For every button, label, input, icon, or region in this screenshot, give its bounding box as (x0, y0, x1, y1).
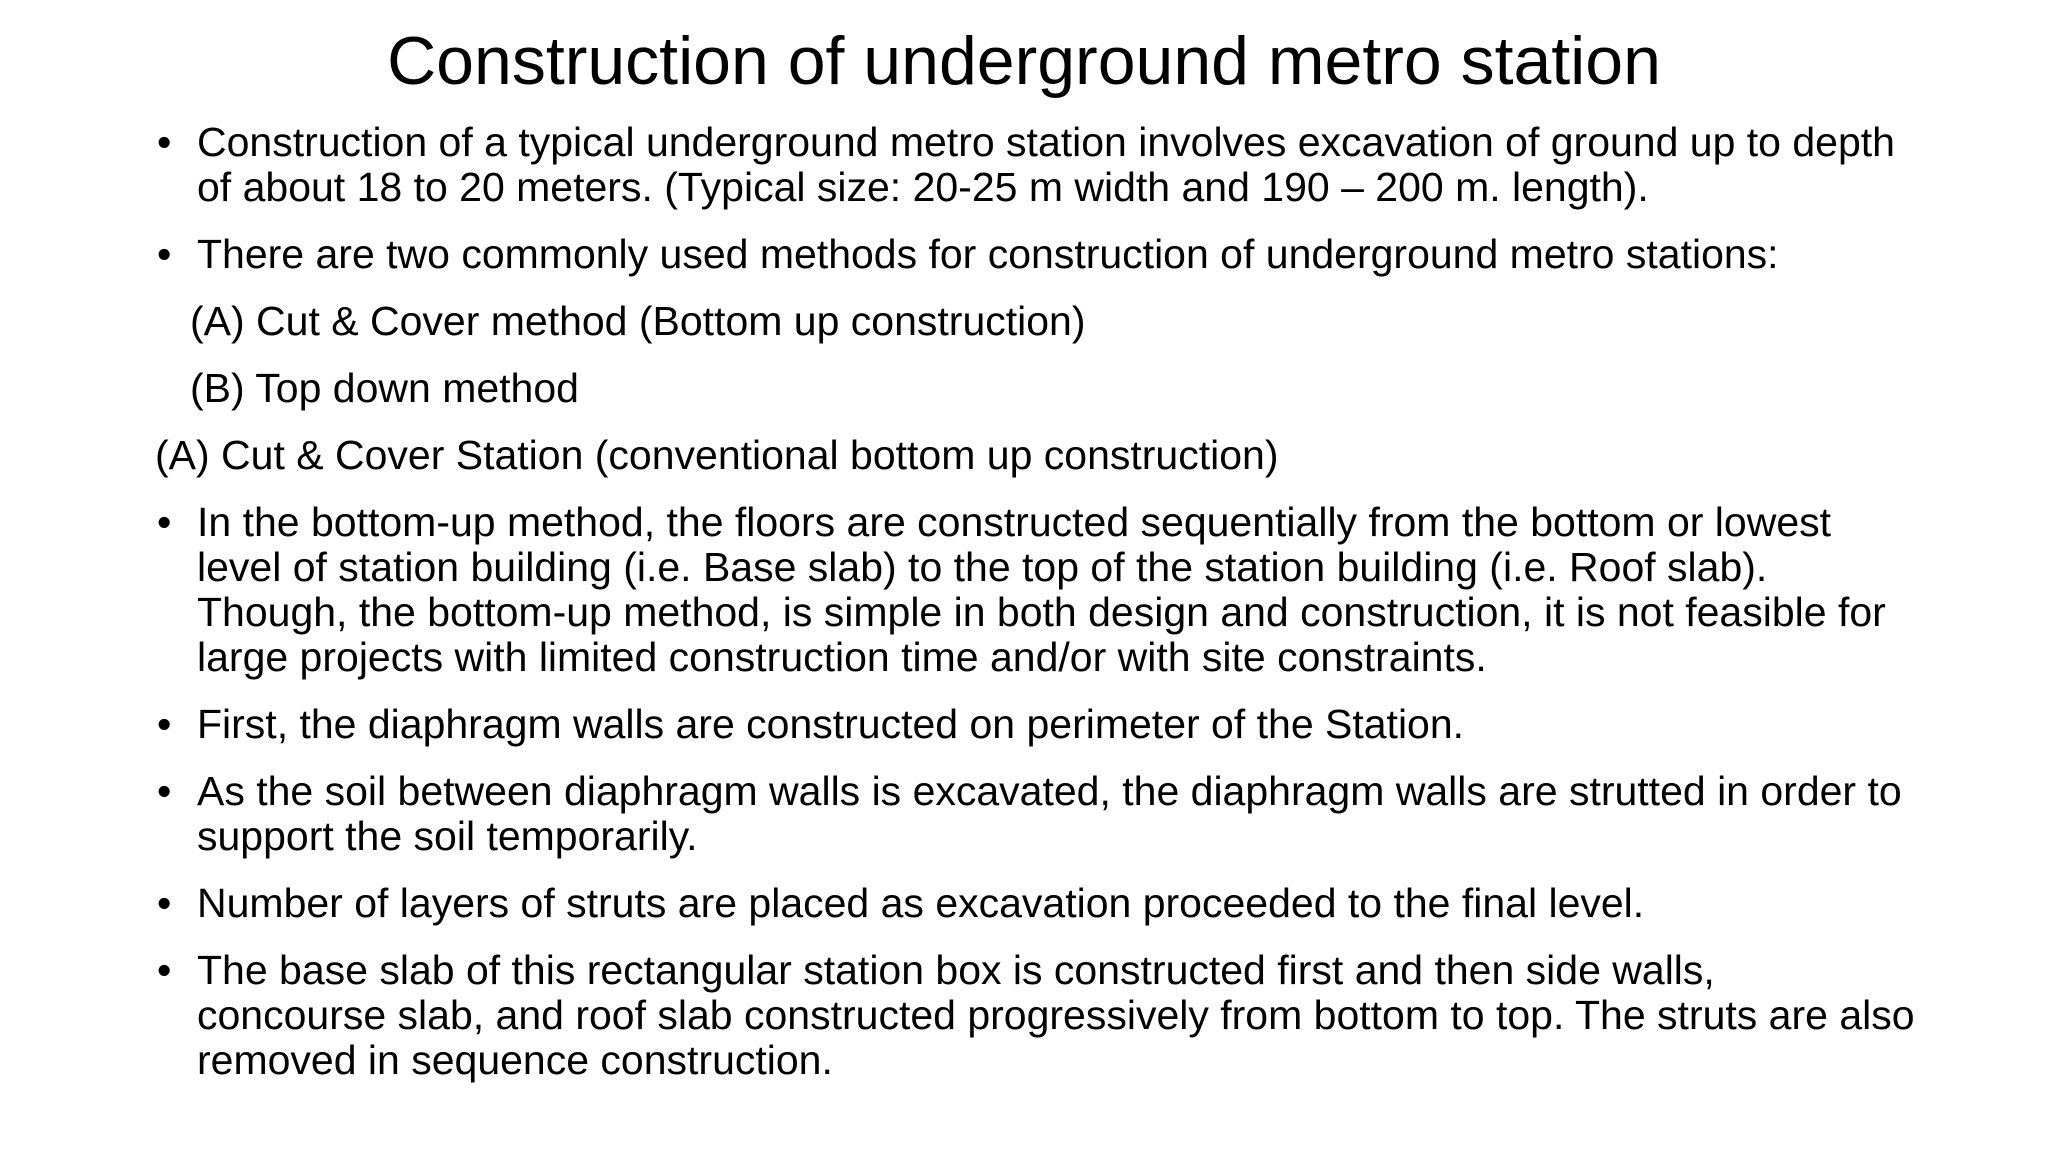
bullet-icon: • (157, 880, 172, 926)
bullet-icon: • (157, 768, 172, 814)
method-item: (A) Cut & Cover method (Bottom up construction) (190, 298, 1086, 344)
bullet-item (155, 232, 1915, 277)
bullet-icon: • (157, 499, 172, 545)
bullet-icon: • (157, 947, 172, 993)
bullet-item (155, 702, 1915, 747)
bullet-item (155, 948, 1915, 1083)
bullet-text: As the soil between diaphragm walls is excavated, the diaphragm walls are strutted in order to support the soil temporarily. (197, 768, 1902, 859)
bullet-text: Number of layers of struts are placed as excavation proceeded to the final level. (197, 880, 1645, 926)
bullet-item (155, 500, 1915, 680)
bullet-item (155, 881, 1915, 926)
bullet-icon: • (157, 701, 172, 747)
bullet-icon: • (157, 119, 172, 165)
bullet-text: There are two commonly used methods for construction of underground metro stations: (197, 231, 1779, 277)
method-item: (B) Top down method (190, 365, 579, 411)
bullet-text: The base slab of this rectangular station box is constructed first and then side walls, concourse slab, and roof slab constructed progressively from bottom to top. The struts are also removed in sequence construction. (197, 947, 1915, 1083)
bullet-text: In the bottom-up method, the floors are constructed sequentially from the bottom or lowest level of station building (i.e. Base slab) to the top of the station building (i.e. Roof slab). Though, the bottom-up method, is simple in both design and construction, it is not feasible for large projects with limited construction time and/or with site constraints. (197, 499, 1886, 680)
slide-content (155, 120, 1915, 1105)
bullet-item (155, 769, 1915, 859)
bullet-text: First, the diaphragm walls are constructed on perimeter of the Station. (197, 701, 1465, 747)
bullet-text: Construction of a typical underground metro station involves excavation of ground up to depth of about 18 to 20 meters. (Typical size: 20-25 m width and 190 – 200 m. length). (197, 119, 1895, 210)
slide-title: Construction of underground metro station (387, 23, 1661, 99)
bullet-icon: • (157, 231, 172, 277)
bullet-item (155, 120, 1915, 210)
section-heading: (A) Cut & Cover Station (conventional bottom up construction) (155, 432, 1279, 478)
